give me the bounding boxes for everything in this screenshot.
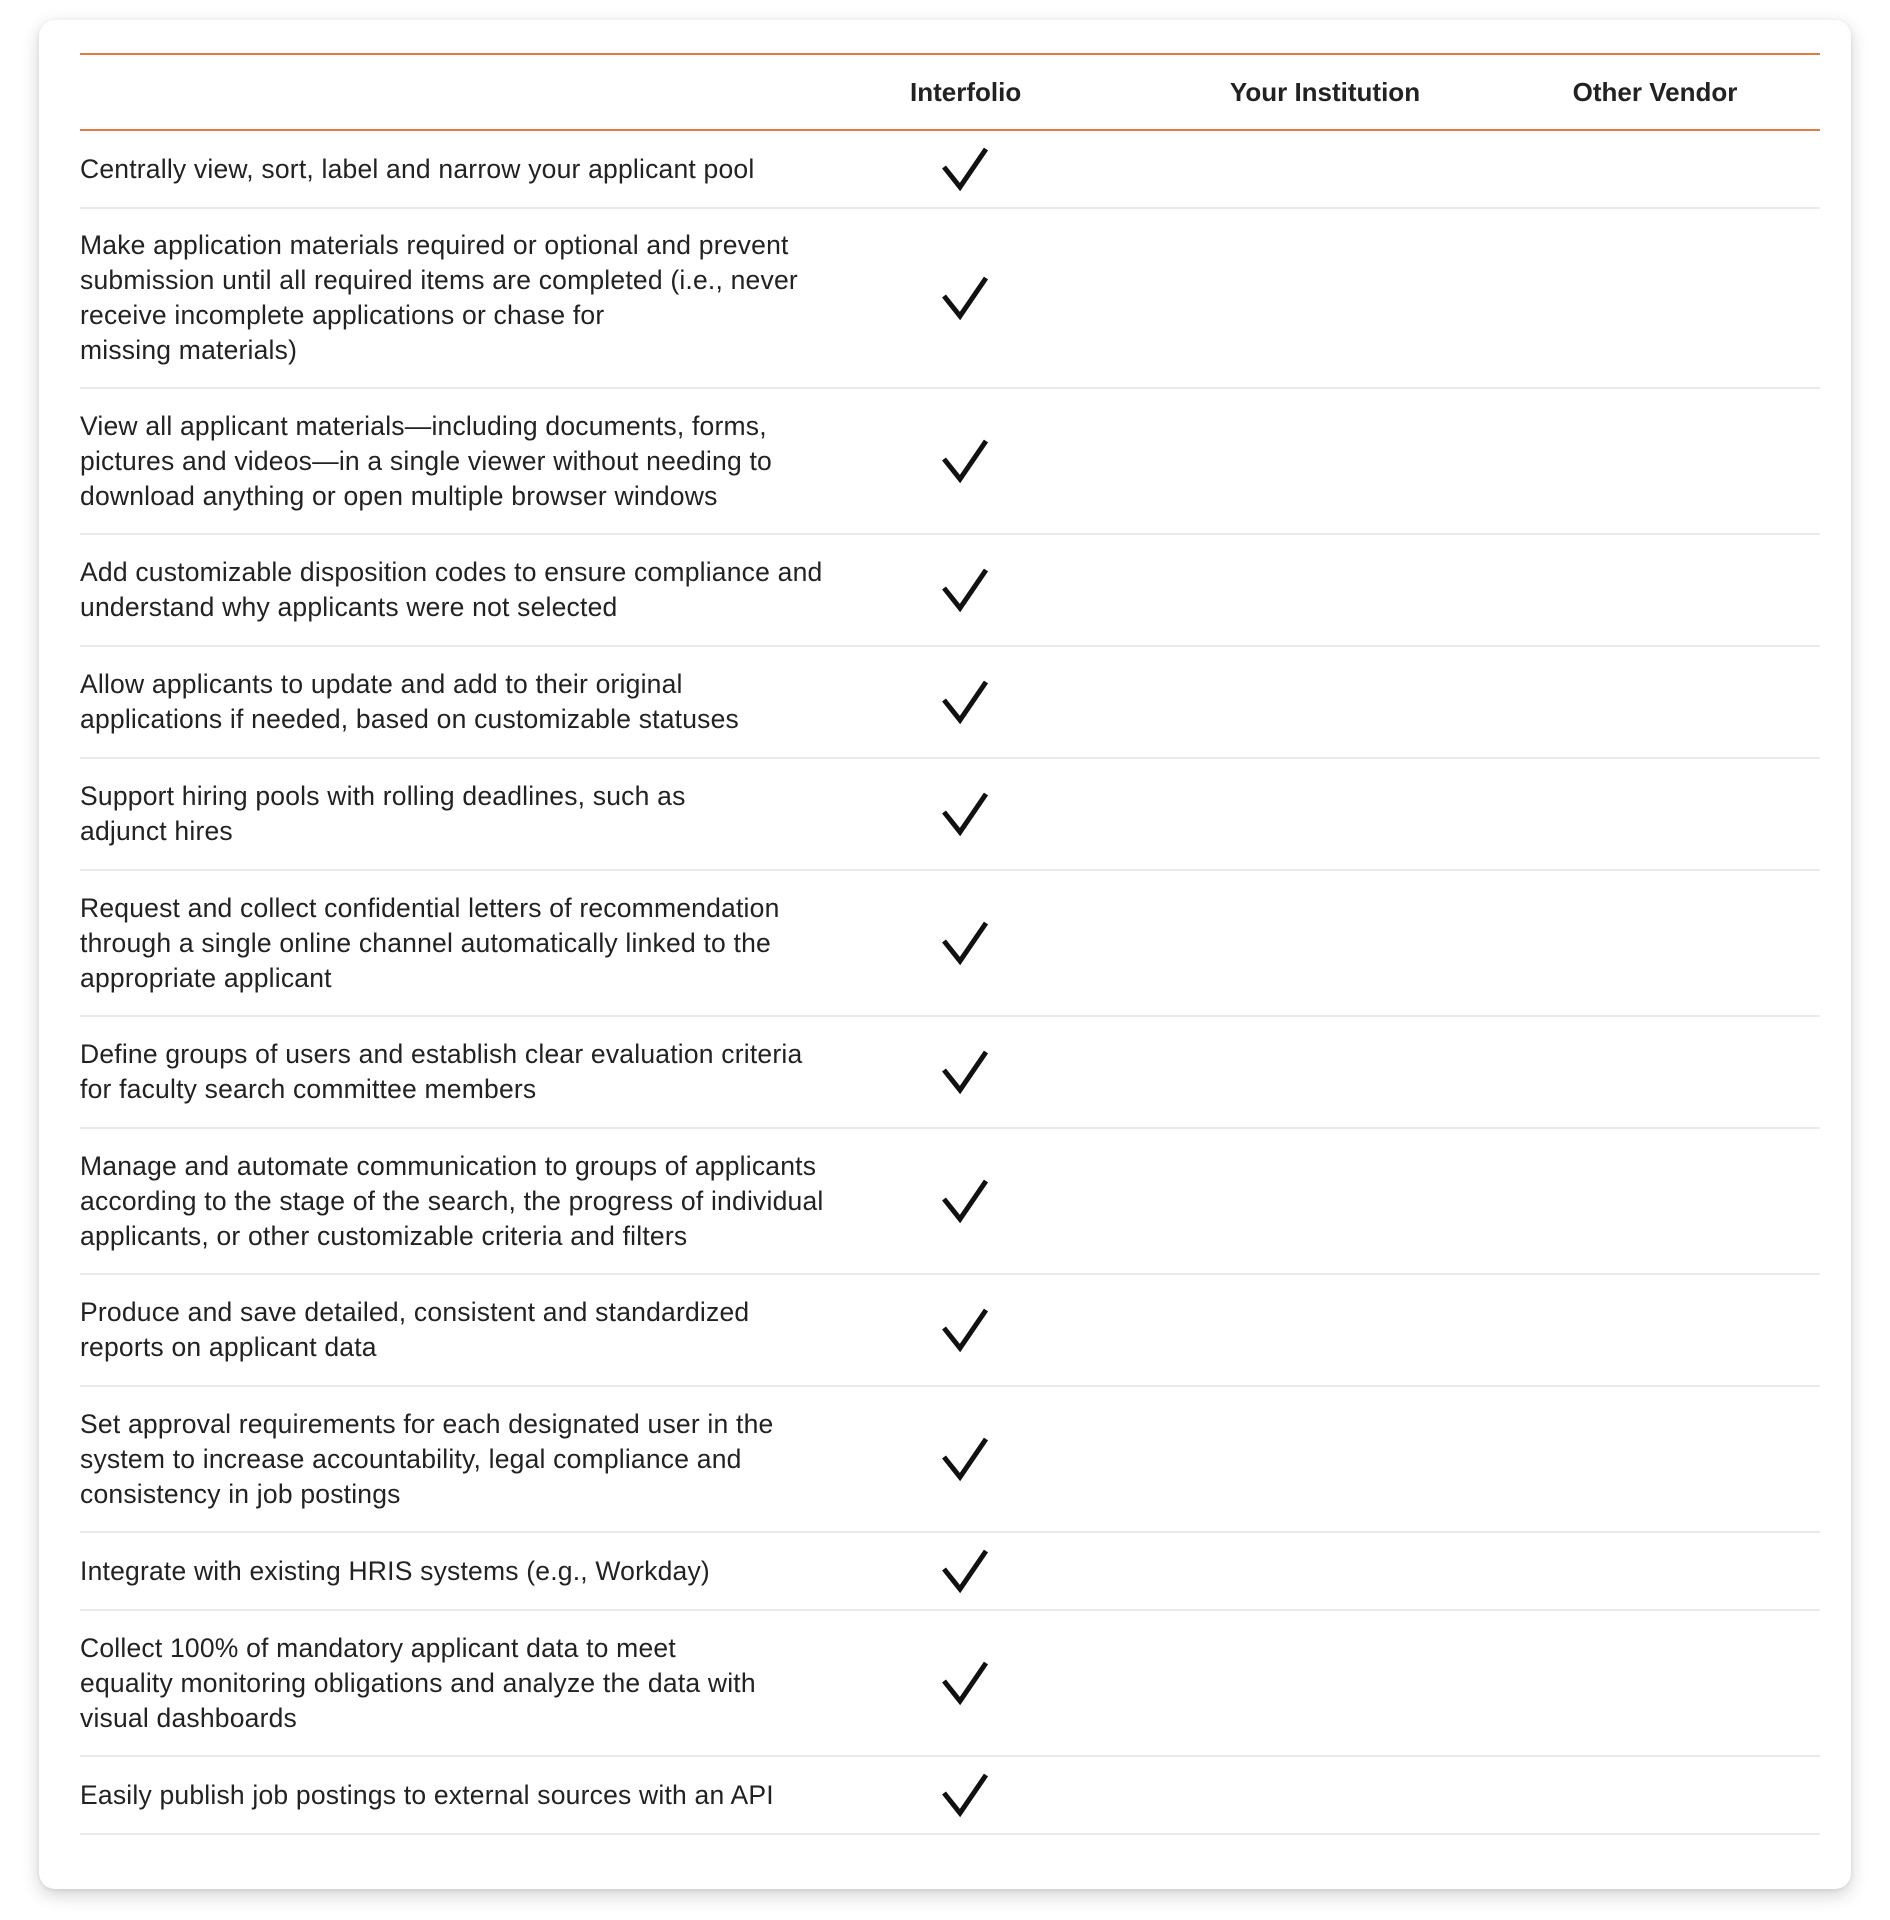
feature-label: Centrally view, sort, label and narrow your applicant pool [80, 153, 755, 184]
checkmark-icon [940, 919, 990, 967]
table-row [80, 389, 1820, 535]
interfolio-cell [880, 1547, 1060, 1595]
interfolio-cell [880, 1435, 1060, 1483]
header-your-institution: Your Institution [1229, 76, 1421, 107]
interfolio-cell [880, 678, 1060, 726]
interfolio-cell [880, 919, 1060, 967]
feature-label: Define groups of users and establish clear evaluation criteria for faculty search committee members [80, 1039, 803, 1104]
table-row [80, 1017, 1820, 1129]
table-row [80, 1533, 1820, 1611]
feature-label: Make application materials required or optional and prevent submission until all required items are completed (i.e., never receive incomplete applications or chase for missing materials) [80, 230, 798, 365]
table-row [80, 871, 1820, 1017]
table-body [80, 131, 1820, 1835]
table-row [80, 1129, 1820, 1275]
feature-label: Request and collect confidential letters of recommendation through a single online channel automatically linked to the appropriate applicant [80, 892, 780, 993]
feature-label: Allow applicants to update and add to their original applications if needed, based on customizable statuses [80, 669, 739, 734]
checkmark-icon [940, 1177, 990, 1225]
interfolio-cell [880, 145, 1060, 193]
header-other-vendor: Other Vendor [1572, 76, 1738, 107]
checkmark-icon [940, 1048, 990, 1096]
interfolio-cell [880, 1177, 1060, 1225]
checkmark-icon [940, 437, 990, 485]
comparison-card [39, 20, 1851, 1889]
table-row [80, 535, 1820, 647]
checkmark-icon [940, 566, 990, 614]
interfolio-cell [880, 790, 1060, 838]
table-row [80, 759, 1820, 871]
feature-label: Collect 100% of mandatory applicant data to meet equality monitoring obligations and analyze the data with visual dashboards [80, 1632, 756, 1733]
checkmark-icon [940, 145, 990, 193]
table-row [80, 1387, 1820, 1533]
feature-label: Produce and save detailed, consistent and standardized reports on applicant data [80, 1297, 750, 1362]
checkmark-icon [940, 1306, 990, 1354]
table-row [80, 1757, 1820, 1835]
table-row [80, 1611, 1820, 1757]
feature-label: Set approval requirements for each designated user in the system to increase accountability, legal compliance and consistency in job postings [80, 1408, 774, 1509]
table-row [80, 131, 1820, 209]
checkmark-icon [940, 274, 990, 322]
checkmark-icon [940, 1659, 990, 1707]
interfolio-cell [880, 1306, 1060, 1354]
feature-label: Manage and automate communication to groups of applicants according to the stage of the search, the progress of individual applicants, or other customizable criteria and filters [80, 1150, 824, 1251]
feature-label: Integrate with existing HRIS systems (e.g., Workday) [80, 1555, 710, 1586]
interfolio-cell [880, 1048, 1060, 1096]
interfolio-cell [880, 274, 1060, 322]
feature-label: View all applicant materials—including documents, forms, pictures and videos—in a single viewer without needing to download anything or open multiple browser windows [80, 410, 772, 511]
comparison-table [80, 53, 1820, 1835]
checkmark-icon [940, 790, 990, 838]
checkmark-icon [940, 1435, 990, 1483]
table-row [80, 1275, 1820, 1387]
checkmark-icon [940, 1771, 990, 1819]
checkmark-icon [940, 1547, 990, 1595]
interfolio-cell [880, 1771, 1060, 1819]
feature-label: Support hiring pools with rolling deadlines, such as adjunct hires [80, 781, 686, 846]
interfolio-cell [880, 566, 1060, 614]
table-header [80, 53, 1820, 131]
header-interfolio: Interfolio [910, 76, 1022, 107]
table-row [80, 209, 1820, 389]
table-row [80, 647, 1820, 759]
feature-label: Add customizable disposition codes to ensure compliance and understand why applicants were not selected [80, 557, 823, 622]
interfolio-cell [880, 437, 1060, 485]
checkmark-icon [940, 678, 990, 726]
feature-label: Easily publish job postings to external sources with an API [80, 1779, 774, 1810]
interfolio-cell [880, 1659, 1060, 1707]
